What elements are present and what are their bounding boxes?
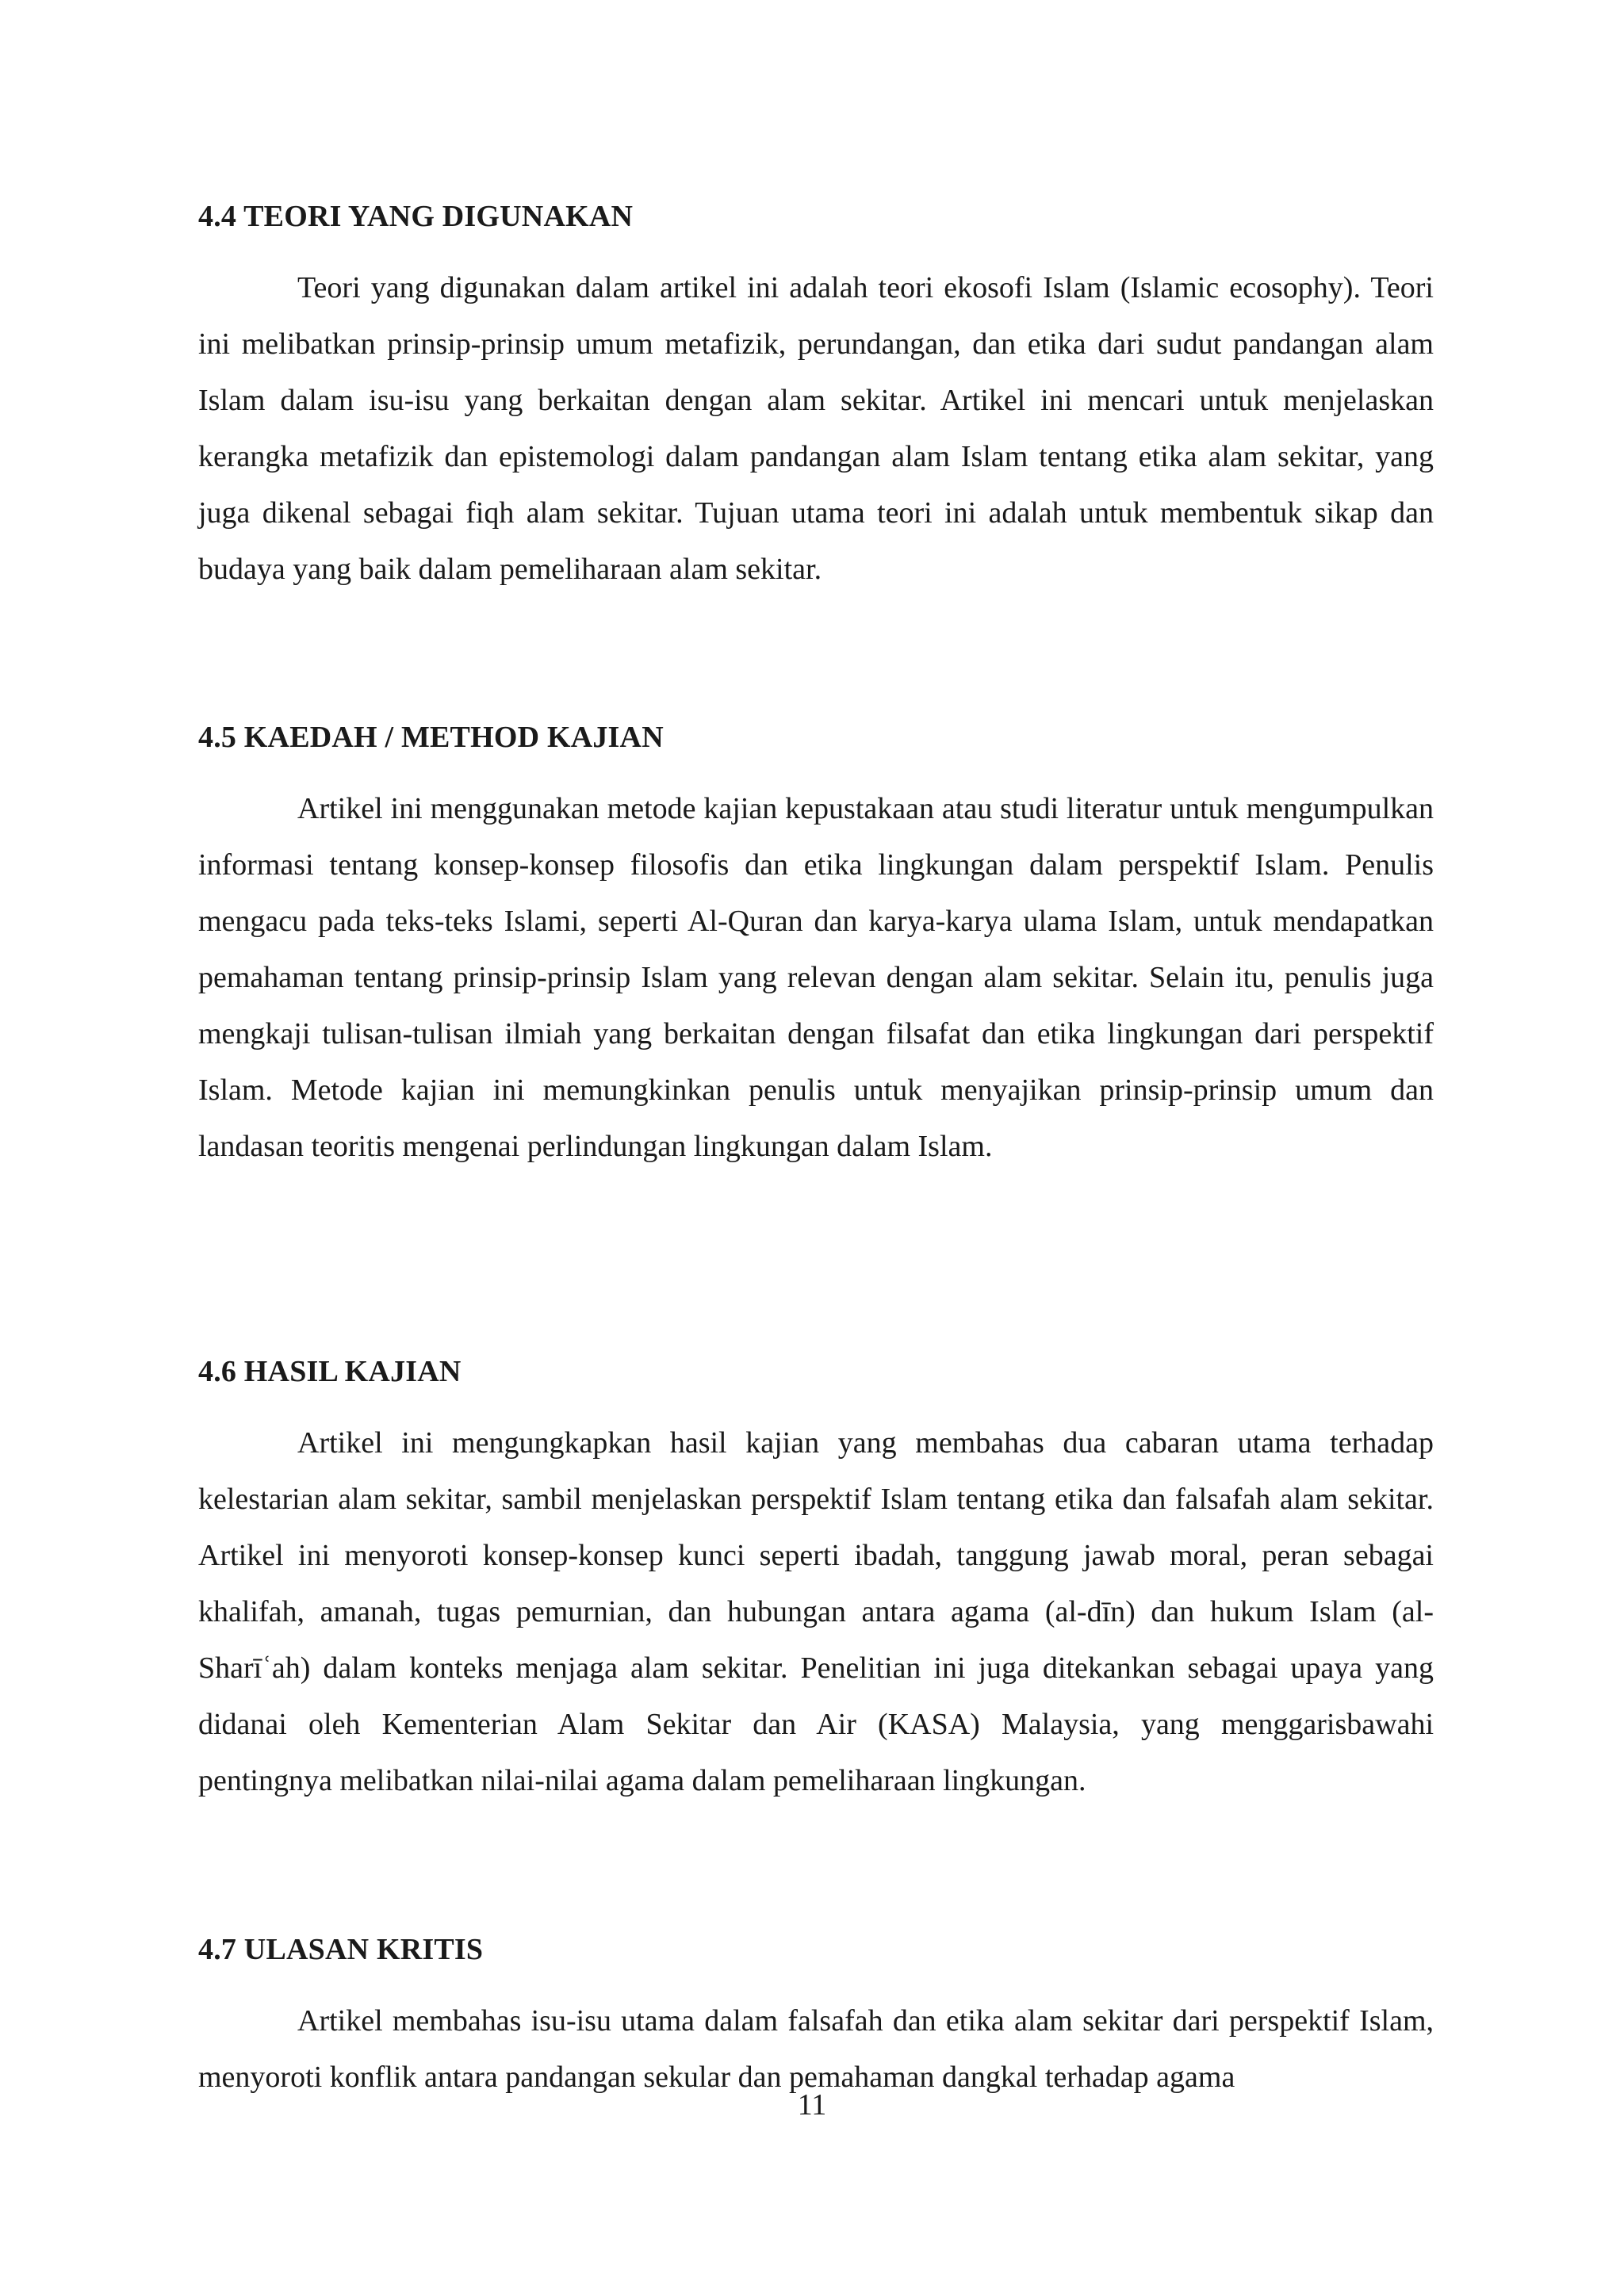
section-paragraph: Artikel membahas isu-isu utama dalam falsafah dan etika alam sekitar dari perspektif Islam, menyoroti konflik antara pandangan sekular dan pemahaman dangkal terhadap agama — [198, 2004, 1434, 2094]
section-paragraph: Artikel ini menggunakan metode kajian kepustakaan atau studi literatur untuk mengumpulkan informasi tentang konsep-konsep filosofis dan etika lingkungan dalam perspektif Islam. Penulis mengacu pada teks-teks Islami, seperti Al-Quran dan karya-karya ulama Islam, untuk mendapatkan pemahaman tentang prinsip-prinsip Islam yang relevan dengan alam sekitar. Selain itu, penulis juga mengkaji tulisan-tulisan ilmiah yang berkaitan dengan filsafat dan etika lingkungan dari perspektif Islam. Metode kajian ini memungkinkan penulis untuk menyajikan prinsip-prinsip umum dan landasan teoritis mengenai perlindungan lingkungan dalam Islam. — [198, 792, 1434, 1163]
section-4-6 — [198, 1353, 1434, 1797]
page-number: 11 — [797, 2088, 827, 2122]
section-heading: 4.6 HASIL KAJIAN — [198, 1355, 462, 1388]
section-4-4 — [198, 198, 1434, 586]
section-heading: 4.4 TEORI YANG DIGUNAKAN — [198, 200, 634, 233]
section-heading: 4.5 KAEDAH / METHOD KAJIAN — [198, 721, 664, 754]
section-heading: 4.7 ULASAN KRITIS — [198, 1933, 484, 1966]
section-4-5 — [198, 719, 1434, 1163]
section-paragraph: Teori yang digunakan dalam artikel ini adalah teori ekosofi Islam (Islamic ecosophy). Teori ini melibatkan prinsip-prinsip umum metafizik, perundangan, dan etika dari sudut pandangan alam Islam dalam isu-isu yang berkaitan dengan alam sekitar. Artikel ini mencari untuk menjelaskan kerangka metafizik dan epistemologi dalam pandangan alam Islam tentang etika alam sekitar, yang juga dikenal sebagai fiqh alam sekitar. Tujuan utama teori ini adalah untuk membentuk sikap dan budaya yang baik dalam pemeliharaan alam sekitar. — [198, 271, 1434, 586]
section-4-7 — [198, 1931, 1434, 2094]
section-paragraph: Artikel ini mengungkapkan hasil kajian yang membahas dua cabaran utama terhadap kelestarian alam sekitar, sambil menjelaskan perspektif Islam tentang etika dan falsafah alam sekitar. Artikel ini menyoroti konsep-konsep kunci seperti ibadah, tanggung jawab moral, peran sebagai khalifah, amanah, tugas pemurnian, dan hubungan antara agama (al-dīn) dan hukum Islam (al-Sharīʿah) dalam konteks menjaga alam sekitar. Penelitian ini juga ditekankan sebagai upaya yang didanai oleh Kementerian Alam Sekitar dan Air (KASA) Malaysia, yang menggarisbawahi pentingnya melibatkan nilai-nilai agama dalam pemeliharaan lingkungan. — [198, 1426, 1434, 1797]
